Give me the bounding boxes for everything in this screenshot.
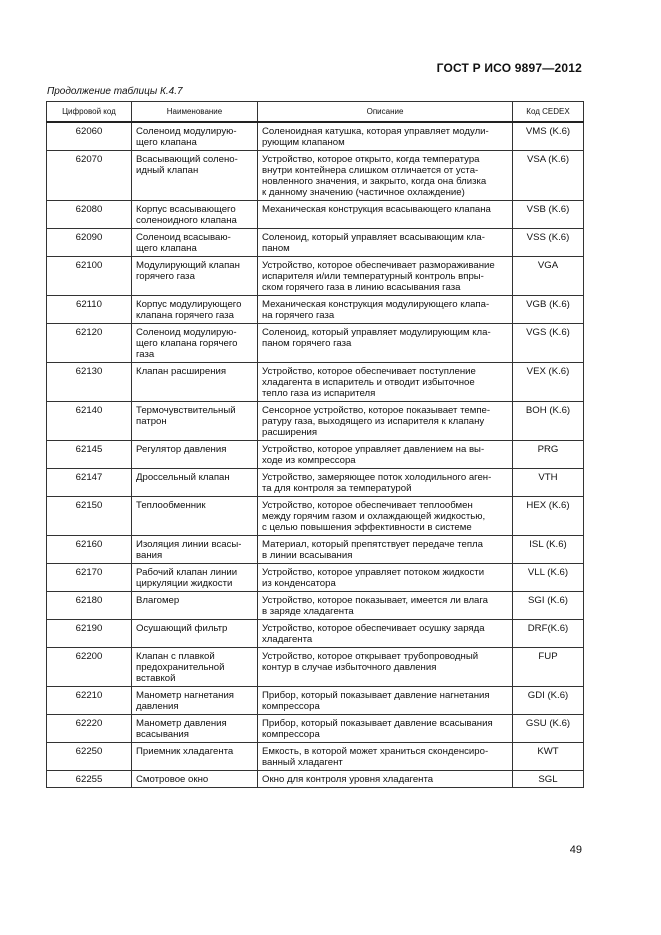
cell-description: Устройство, которое открывает трубопроводный контур в случае избыточного давления bbox=[258, 648, 513, 687]
cell-code: 62110 bbox=[47, 296, 132, 324]
cell-code: 62120 bbox=[47, 324, 132, 363]
cell-code: 62130 bbox=[47, 363, 132, 402]
cell-code: 62080 bbox=[47, 201, 132, 229]
table-row bbox=[47, 715, 584, 743]
cell-description: Материал, который препятствует передаче тепла в линии всасывания bbox=[258, 536, 513, 564]
cell-description: Соленоид, который управляет всасывающим кла- паном bbox=[258, 229, 513, 257]
cell-name: Клапан расширения bbox=[132, 363, 258, 402]
cell-description: Устройство, которое управляет потоком жидкости из конденсатора bbox=[258, 564, 513, 592]
cell-cedex: ISL (K.6) bbox=[513, 536, 584, 564]
cell-name: Термочувствительный патрон bbox=[132, 402, 258, 441]
cell-cedex: VSA (K.6) bbox=[513, 151, 584, 201]
cell-name: Приемник хладагента bbox=[132, 743, 258, 771]
cell-name: Рабочий клапан линии циркуляции жидкости bbox=[132, 564, 258, 592]
cell-description: Прибор, который показывает давление всасывания компрессора bbox=[258, 715, 513, 743]
cell-code: 62145 bbox=[47, 441, 132, 469]
cell-name: Всасывающий солено- идный клапан bbox=[132, 151, 258, 201]
table-row bbox=[47, 229, 584, 257]
cell-description: Устройство, которое обеспечивает размораживание испарителя и/или температурный контроль впры- ском горячего газа в линию всасывания газа bbox=[258, 257, 513, 296]
cell-cedex: SGL bbox=[513, 771, 584, 788]
cell-name: Влагомер bbox=[132, 592, 258, 620]
cell-cedex: VGB (K.6) bbox=[513, 296, 584, 324]
table-header-row bbox=[47, 102, 584, 123]
cell-code: 62100 bbox=[47, 257, 132, 296]
table-caption: Продолжение таблицы К.4.7 bbox=[47, 86, 183, 97]
cell-cedex: DRF(K.6) bbox=[513, 620, 584, 648]
cell-cedex: VTH bbox=[513, 469, 584, 497]
cell-name: Манометр давления всасывания bbox=[132, 715, 258, 743]
cell-description: Устройство, которое обеспечивает поступление хладагента в испаритель и отводит избыточное тепло газа из испарителя bbox=[258, 363, 513, 402]
table-row bbox=[47, 201, 584, 229]
table-row bbox=[47, 296, 584, 324]
cell-name: Манометр нагнетания давления bbox=[132, 687, 258, 715]
cell-name: Смотровое окно bbox=[132, 771, 258, 788]
cell-code: 62210 bbox=[47, 687, 132, 715]
cell-name: Соленоид модулирую- щего клапана bbox=[132, 122, 258, 151]
cell-name: Клапан с плавкой предохранительной вставкой bbox=[132, 648, 258, 687]
table-row bbox=[47, 771, 584, 788]
cell-cedex: KWT bbox=[513, 743, 584, 771]
cell-cedex: FUP bbox=[513, 648, 584, 687]
table-row bbox=[47, 402, 584, 441]
column-header-cedex: Код CEDEX bbox=[513, 102, 584, 123]
cell-description: Устройство, которое обеспечивает осушку заряда хладагента bbox=[258, 620, 513, 648]
table-row bbox=[47, 257, 584, 296]
cell-code: 62255 bbox=[47, 771, 132, 788]
table-row bbox=[47, 122, 584, 151]
cell-cedex: BOH (K.6) bbox=[513, 402, 584, 441]
cell-cedex: VGA bbox=[513, 257, 584, 296]
column-header-code: Цифровой код bbox=[47, 102, 132, 123]
cell-name: Корпус модулирующего клапана горячего газа bbox=[132, 296, 258, 324]
cell-code: 62090 bbox=[47, 229, 132, 257]
cell-description: Сенсорное устройство, которое показывает темпе- ратуру газа, выходящего из испарителя к клапану расширения bbox=[258, 402, 513, 441]
cell-code: 62147 bbox=[47, 469, 132, 497]
components-table bbox=[46, 101, 584, 788]
cell-name: Соленоид модулирую- щего клапана горячего газа bbox=[132, 324, 258, 363]
cell-name: Дроссельный клапан bbox=[132, 469, 258, 497]
cell-cedex: VMS (K.6) bbox=[513, 122, 584, 151]
cell-code: 62060 bbox=[47, 122, 132, 151]
cell-code: 62180 bbox=[47, 592, 132, 620]
cell-cedex: GDI (K.6) bbox=[513, 687, 584, 715]
cell-cedex: SGI (K.6) bbox=[513, 592, 584, 620]
table-row bbox=[47, 441, 584, 469]
cell-code: 62160 bbox=[47, 536, 132, 564]
column-header-name: Наименование bbox=[132, 102, 258, 123]
column-header-description: Описание bbox=[258, 102, 513, 123]
cell-code: 62140 bbox=[47, 402, 132, 441]
cell-name: Соленоид всасываю- щего клапана bbox=[132, 229, 258, 257]
table-row bbox=[47, 743, 584, 771]
cell-code: 62170 bbox=[47, 564, 132, 592]
cell-description: Соленоидная катушка, которая управляет модули- рующим клапаном bbox=[258, 122, 513, 151]
cell-cedex: HEX (K.6) bbox=[513, 497, 584, 536]
cell-description: Устройство, которое обеспечивает теплообмен между горячим газом и охлаждающей жидкостью, с целью повышения эффективности в системе bbox=[258, 497, 513, 536]
cell-description: Устройство, которое открыто, когда температура внутри контейнера слишком отличается от уста- новленного значения, и закрыто, когда она близка к данному значению (частичное охлаждение) bbox=[258, 151, 513, 201]
cell-cedex: VLL (K.6) bbox=[513, 564, 584, 592]
table-row bbox=[47, 648, 584, 687]
table-body bbox=[47, 122, 584, 788]
cell-description: Устройство, которое управляет давлением на вы- ходе из компрессора bbox=[258, 441, 513, 469]
cell-description: Прибор, который показывает давление нагнетания компрессора bbox=[258, 687, 513, 715]
table-row bbox=[47, 324, 584, 363]
table-row bbox=[47, 151, 584, 201]
cell-description: Устройство, которое показывает, имеется ли влага в заряде хладагента bbox=[258, 592, 513, 620]
cell-description: Соленоид, который управляет модулирующим кла- паном горячего газа bbox=[258, 324, 513, 363]
cell-cedex: VEX (K.6) bbox=[513, 363, 584, 402]
table-row bbox=[47, 497, 584, 536]
cell-cedex: GSU (K.6) bbox=[513, 715, 584, 743]
cell-cedex: VGS (K.6) bbox=[513, 324, 584, 363]
cell-description: Окно для контроля уровня хладагента bbox=[258, 771, 513, 788]
cell-name: Осушающий фильтр bbox=[132, 620, 258, 648]
cell-code: 62070 bbox=[47, 151, 132, 201]
cell-name: Теплообменник bbox=[132, 497, 258, 536]
cell-cedex: VSB (K.6) bbox=[513, 201, 584, 229]
table-row bbox=[47, 469, 584, 497]
table-row bbox=[47, 536, 584, 564]
cell-description: Устройство, замеряющее поток холодильного аген- та для контроля за температурой bbox=[258, 469, 513, 497]
table-row bbox=[47, 564, 584, 592]
cell-cedex: VSS (K.6) bbox=[513, 229, 584, 257]
cell-cedex: PRG bbox=[513, 441, 584, 469]
cell-code: 62220 bbox=[47, 715, 132, 743]
document-header: ГОСТ Р ИСО 9897—2012 bbox=[436, 61, 582, 75]
cell-code: 62150 bbox=[47, 497, 132, 536]
table-row bbox=[47, 687, 584, 715]
cell-code: 62200 bbox=[47, 648, 132, 687]
cell-code: 62190 bbox=[47, 620, 132, 648]
cell-name: Модулирующий клапан горячего газа bbox=[132, 257, 258, 296]
cell-name: Корпус всасывающего соленоидного клапана bbox=[132, 201, 258, 229]
table-row bbox=[47, 363, 584, 402]
cell-description: Механическая конструкция всасывающего клапана bbox=[258, 201, 513, 229]
table-row bbox=[47, 620, 584, 648]
cell-code: 62250 bbox=[47, 743, 132, 771]
cell-name: Изоляция линии всасы- вания bbox=[132, 536, 258, 564]
table-row bbox=[47, 592, 584, 620]
cell-description: Механическая конструкция модулирующего клапа- на горячего газа bbox=[258, 296, 513, 324]
page-number: 49 bbox=[569, 844, 582, 856]
cell-description: Емкость, в которой может храниться сконденсиро- ванный хладагент bbox=[258, 743, 513, 771]
cell-name: Регулятор давления bbox=[132, 441, 258, 469]
